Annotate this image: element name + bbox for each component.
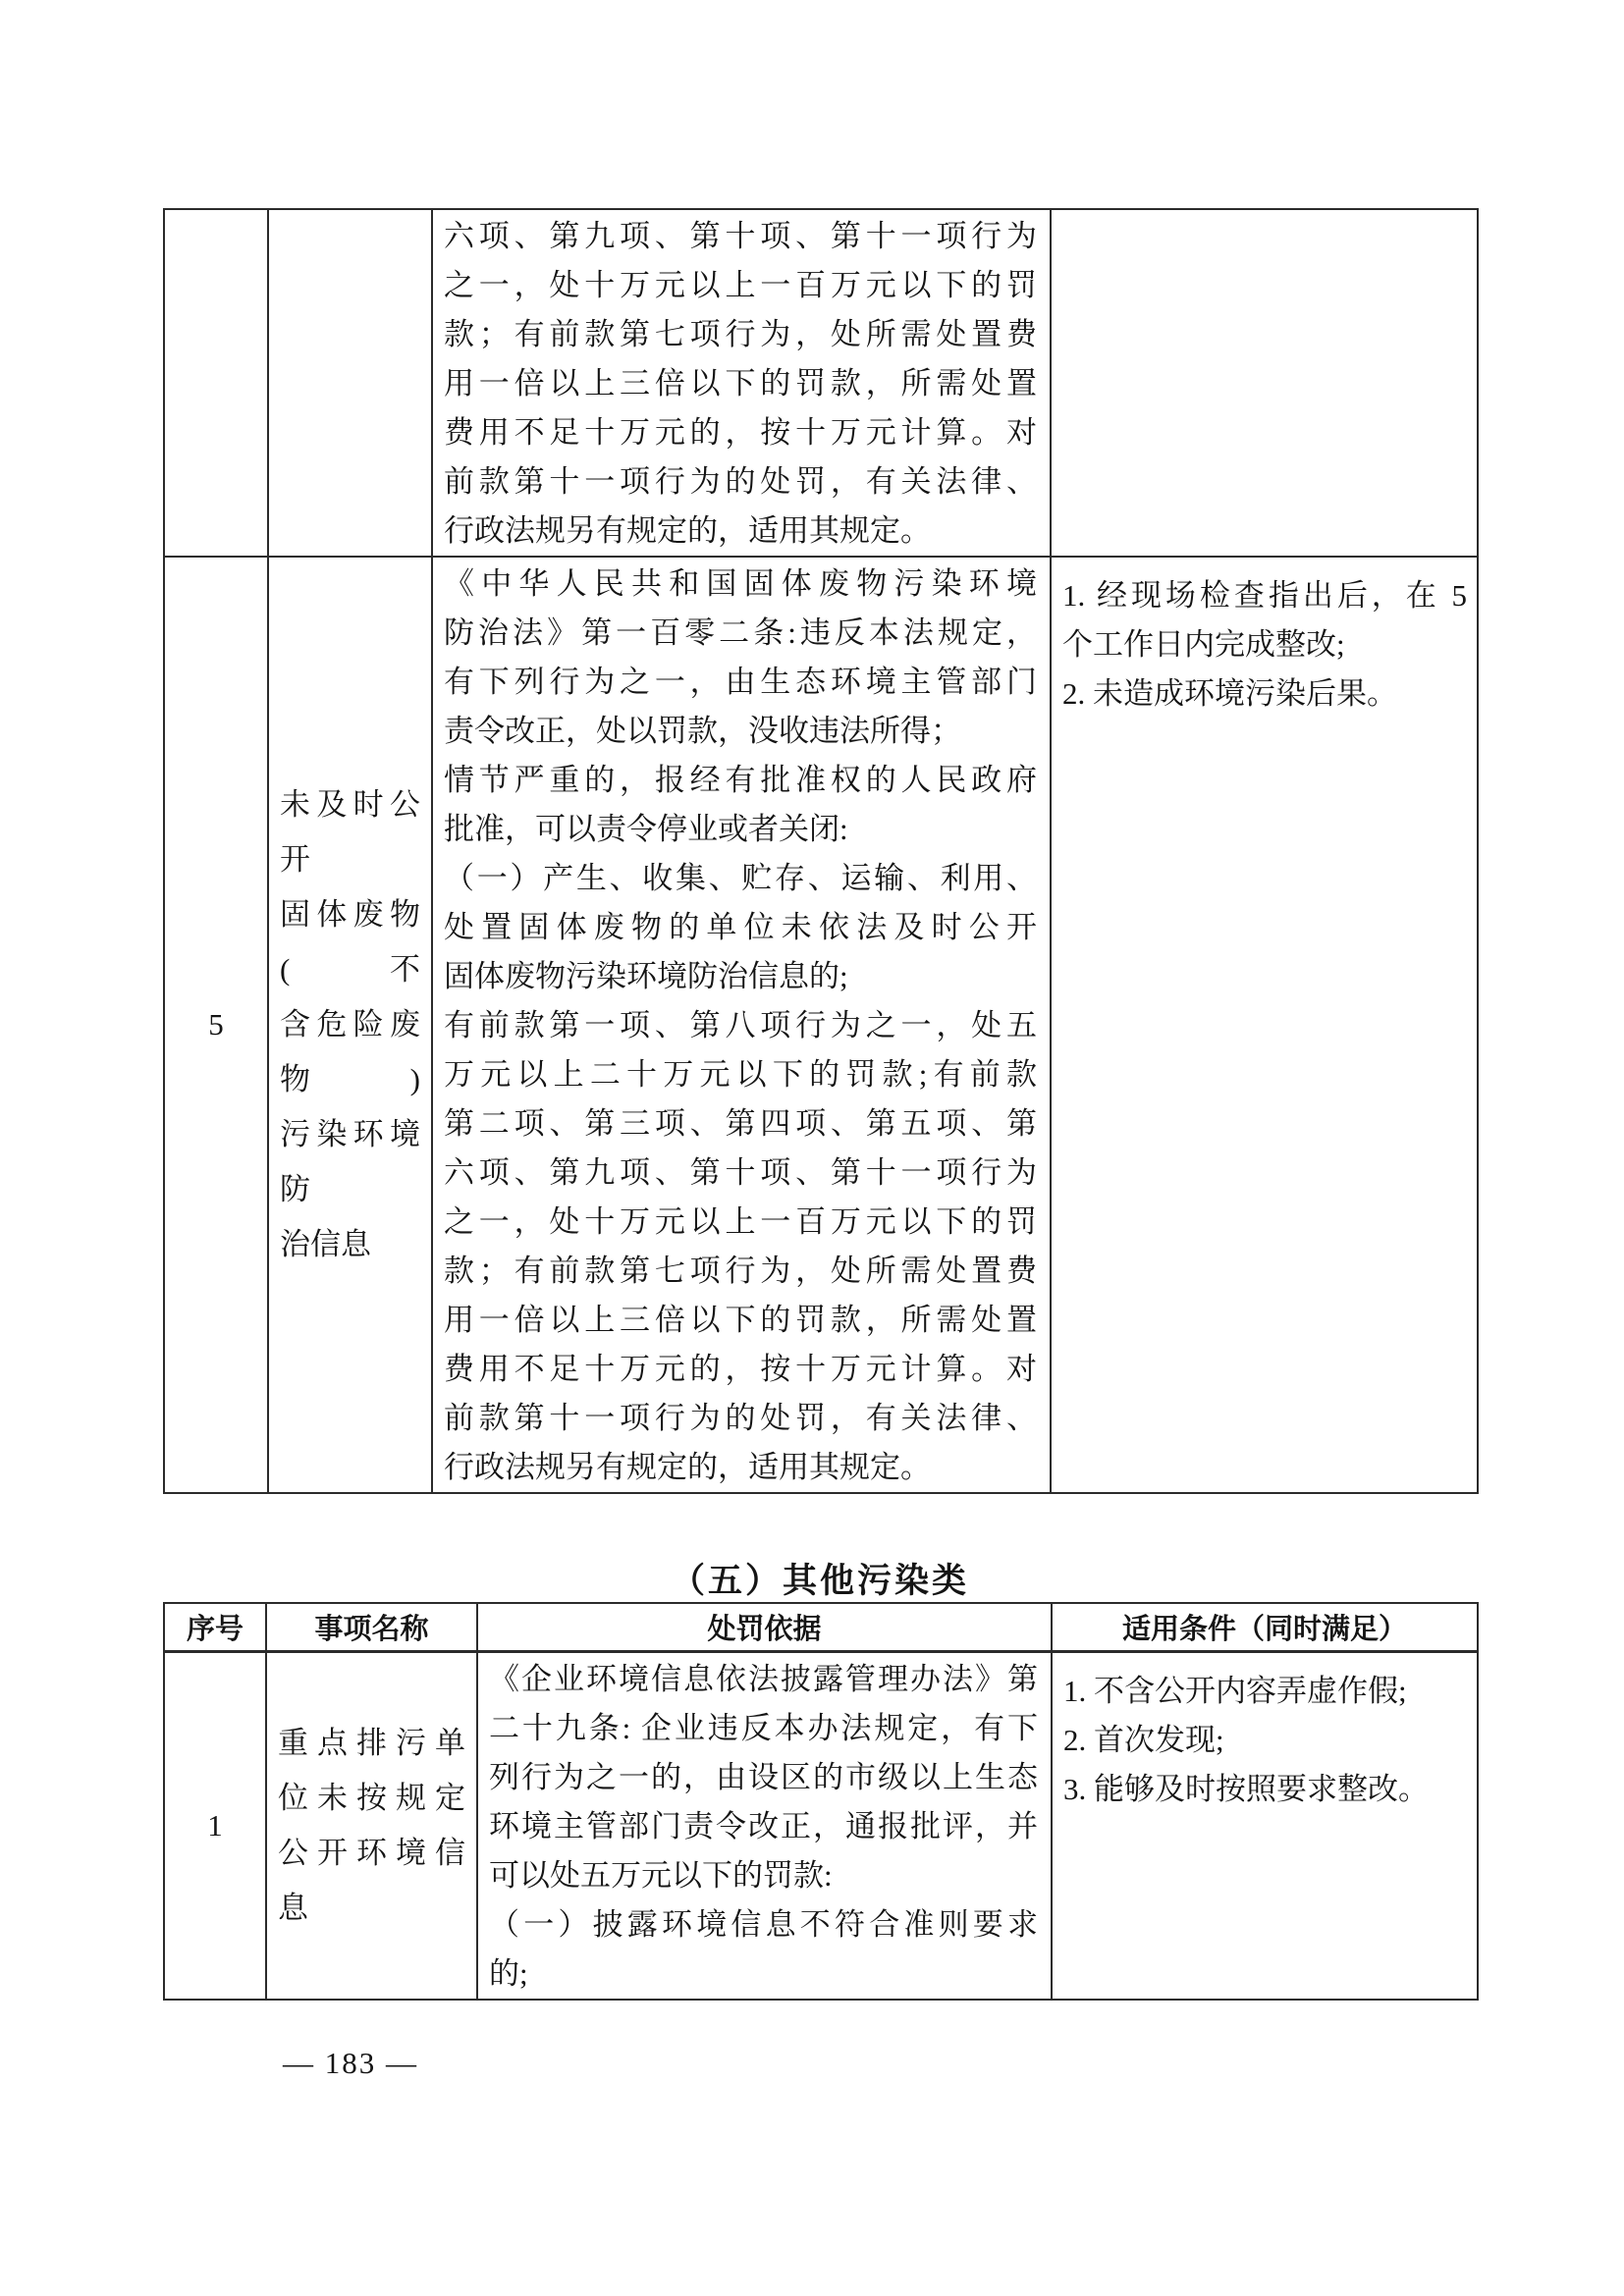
item-name-cell <box>268 209 432 557</box>
text-line: 可以处五万元以下的罚款: <box>489 1857 833 1893</box>
page-number: — 183 — <box>283 2046 418 2080</box>
text-line: 用一倍以上三倍以下的罚款，所需处置 <box>444 1303 1037 1337</box>
penalty-table-continued <box>163 208 1479 1494</box>
text-line: 公开环境信 <box>278 1835 465 1870</box>
table-row <box>164 209 1478 557</box>
text-line: 《中华人民共和国固体废物污染环境 <box>444 566 1037 601</box>
text-line: 有下列行为之一，由生态环境主管部门 <box>444 665 1037 699</box>
text-line: 含危险废物) <box>280 1007 420 1096</box>
text-line: 万元以上二十万元以下的罚款;有前款 <box>444 1057 1037 1092</box>
text-line: 处置固体废物的单位未依法及时公开 <box>444 910 1037 944</box>
text-line: 有前款第一项、第八项行为之一，处五 <box>444 1008 1037 1042</box>
conditions-cell <box>1051 209 1478 557</box>
text-line: 费用不足十万元的，按十万元计算。对 <box>444 415 1037 450</box>
table-header-row <box>164 1603 1478 1651</box>
header-penalty-basis: 处罚依据 <box>477 1603 1052 1651</box>
text-line: 未及时公开 <box>280 787 420 877</box>
text-line: 款；有前款第七项行为，处所需处置费 <box>444 1254 1037 1288</box>
text-line: 行政法规另有规定的，适用其规定。 <box>444 1450 931 1484</box>
text-line: （一）产生、收集、贮存、运输、利用、 <box>444 861 1037 895</box>
text-line: 1. 不含公开内容弄虚作假; <box>1063 1673 1407 1708</box>
item-name-cell <box>268 557 432 1493</box>
penalty-basis-cell <box>432 557 1051 1493</box>
seq-cell: 1 <box>164 1651 266 2000</box>
text-line: 位未按规定 <box>278 1780 465 1815</box>
conditions-cell <box>1052 1651 1478 2000</box>
penalty-basis-cell <box>477 1651 1052 2000</box>
text-line: 二十九条: 企业违反本办法规定，有下 <box>489 1710 1038 1745</box>
text-line: 固体废物污染环境防治信息的; <box>444 959 848 993</box>
penalty-basis-cell <box>432 209 1051 557</box>
text-line: 3. 能够及时按照要求整改。 <box>1063 1771 1429 1806</box>
text-line: 情节严重的，报经有批准权的人民政府 <box>444 763 1037 797</box>
header-seq: 序号 <box>164 1603 266 1651</box>
text-line: 《企业环境信息依法披露管理办法》第 <box>489 1661 1038 1696</box>
text-line: 治信息 <box>280 1227 371 1261</box>
text-line: 六项、第九项、第十项、第十一项行为 <box>444 219 1037 253</box>
text-line: 六项、第九项、第十项、第十一项行为 <box>444 1155 1037 1190</box>
text-line: 个工作日内完成整改; <box>1062 627 1345 662</box>
conditions-cell <box>1051 557 1478 1493</box>
section-heading: （五）其他污染类 <box>670 1562 969 1600</box>
other-pollution-table <box>163 1602 1479 2001</box>
text-line: 1. 经现场检查指出后，在 5 <box>1062 578 1467 613</box>
seq-cell <box>164 209 268 557</box>
table-row <box>164 1651 1478 2000</box>
text-line: 款；有前款第七项行为，处所需处置费 <box>444 317 1037 351</box>
header-conditions: 适用条件（同时满足） <box>1052 1603 1478 1651</box>
text-line: 费用不足十万元的，按十万元计算。对 <box>444 1352 1037 1386</box>
text-line: 息 <box>278 1890 308 1925</box>
text-line: 环境主管部门责令改正，通报批评，并 <box>489 1808 1038 1843</box>
text-line: 之一，处十万元以上一百万元以下的罚 <box>444 268 1037 302</box>
text-line: 重点排污单 <box>278 1725 465 1760</box>
text-line: 行政法规另有规定的，适用其规定。 <box>444 513 931 548</box>
header-item-name: 事项名称 <box>266 1603 477 1651</box>
text-line: 前款第十一项行为的处罚，有关法律、 <box>444 464 1037 499</box>
text-line: （一）披露环境信息不符合准则要求 <box>489 1906 1038 1942</box>
text-line: 用一倍以上三倍以下的罚款，所需处置 <box>444 366 1037 400</box>
text-line: 前款第十一项行为的处罚，有关法律、 <box>444 1401 1037 1435</box>
text-line: 的; <box>489 1955 528 1991</box>
item-name-cell <box>266 1651 477 2000</box>
table-row <box>164 557 1478 1493</box>
text-line: 批准，可以责令停业或者关闭: <box>444 812 848 846</box>
text-line: 列行为之一的，由设区的市级以上生态 <box>489 1759 1038 1794</box>
text-line: 责令改正，处以罚款，没收违法所得； <box>444 714 961 748</box>
text-line: 防治法》第一百零二条:违反本法规定， <box>444 615 1037 650</box>
text-line: 之一，处十万元以上一百万元以下的罚 <box>444 1204 1037 1239</box>
text-line: 2. 未造成环境污染后果。 <box>1062 676 1397 711</box>
text-line: 固体废物(不 <box>280 897 420 987</box>
seq-cell: 5 <box>164 557 268 1493</box>
text-line: 第二项、第三项、第四项、第五项、第 <box>444 1106 1037 1141</box>
text-line: 2. 首次发现; <box>1063 1722 1224 1757</box>
text-line: 污染环境防 <box>280 1117 420 1206</box>
